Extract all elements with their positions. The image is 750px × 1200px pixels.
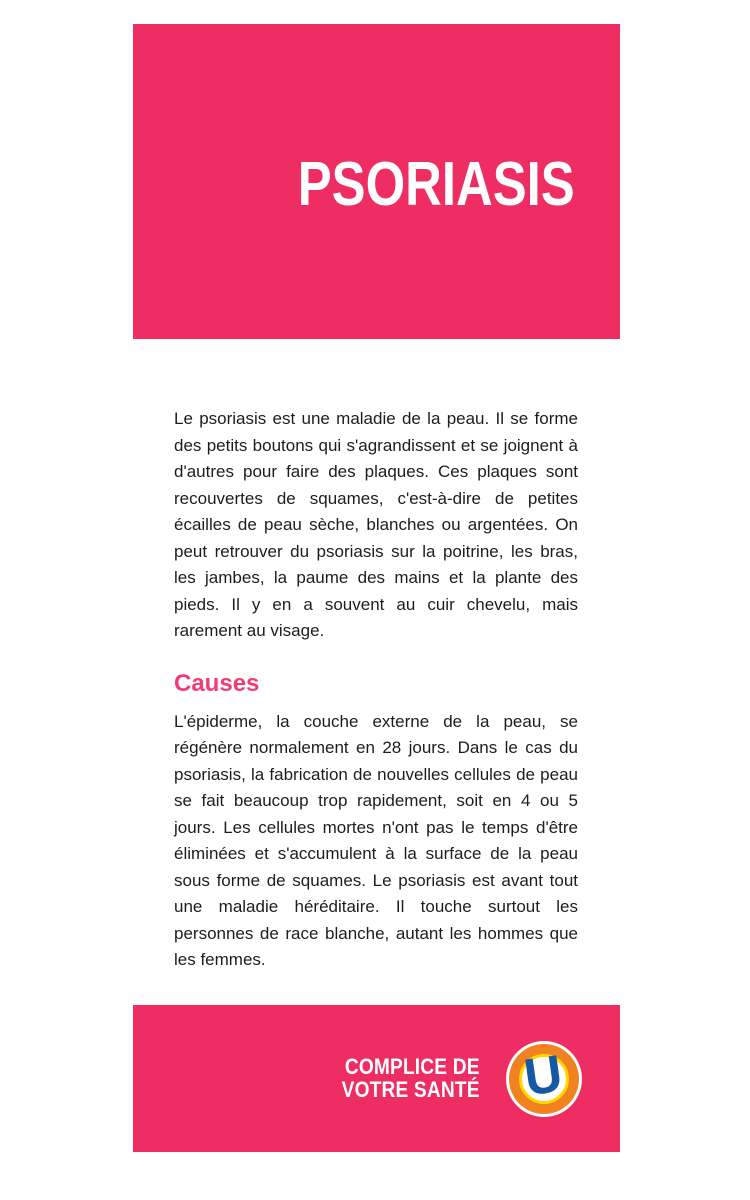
causes-paragraph: L'épiderme, la couche externe de la peau, se régénère normalement en 28 jours. Dans le cas du psoriasis, la fabrication de nouvelles cellules de peau se fait beaucoup trop rapidement, soit en 4 ou 5 jours. Les cellules mortes n'ont pas le temps d'être éliminées et s'accumulent à la surface de la peau sous forme de squames. Le psoriasis est avant tout une maladie héréditaire. Il touche surtout les personnes de race blanche, autant les hommes que les femmes. — [174, 711, 578, 970]
u-logo-letter: U — [520, 1044, 567, 1107]
tagline-line-1: COMPLICE DE — [345, 1054, 480, 1079]
u-logo-orange-ring — [509, 1044, 579, 1114]
footer-tagline — [342, 1056, 480, 1101]
page-title: PSORIASIS — [298, 149, 575, 219]
u-brand-logo-icon — [506, 1041, 582, 1117]
causes-heading: Causes — [174, 669, 260, 697]
tagline-line-2: VOTRE SANTÉ — [341, 1076, 480, 1102]
footer-banner — [133, 1005, 620, 1152]
header-banner — [133, 24, 620, 339]
article-body — [174, 406, 578, 974]
u-logo-yellow-ring — [519, 1044, 569, 1107]
intro-paragraph: Le psoriasis est une maladie de la peau. Il se forme des petits boutons qui s'agrandissent et se joignent à d'autres pour faire des plaques. Ces plaques sont recouvertes de squames, c'est-à-dire de petites écailles de peau sèche, blanches ou argentées. On peut retrouver du psoriasis sur la poitrine, les bras, les jambes, la paume des mains et la plante des pieds. Il y en a souvent au cuir chevelu, mais rarement au visage. — [174, 409, 578, 640]
